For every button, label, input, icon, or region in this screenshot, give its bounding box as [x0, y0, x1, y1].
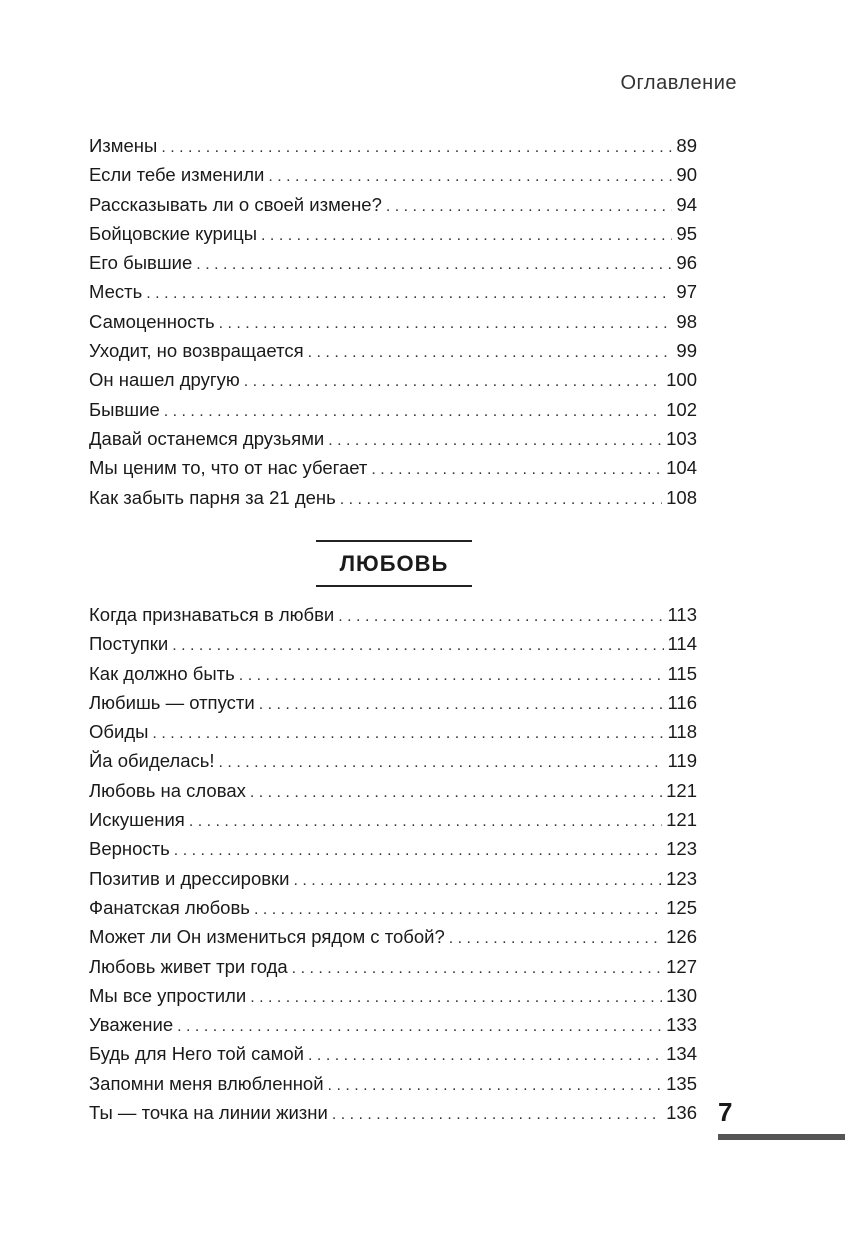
- toc-leader-dots: [386, 192, 673, 221]
- toc-entry-title: Любовь живет три года: [89, 955, 288, 977]
- toc-entry: [89, 277, 697, 306]
- toc-leader-dots: [152, 719, 663, 748]
- toc-entry-title: Может ли Он измениться рядом с тобой?: [89, 926, 445, 948]
- toc-entry: [89, 483, 697, 512]
- toc-entry: [89, 1069, 697, 1098]
- toc-entry-title: Будь для Него той самой: [89, 1043, 305, 1065]
- toc-entry-title: Он нашел другую: [89, 369, 240, 391]
- toc-entry-title: Как должно быть: [89, 662, 235, 684]
- toc-entry-title: Обиды: [89, 721, 149, 743]
- toc-entry: [89, 248, 697, 277]
- toc-entry-page: 94: [676, 193, 697, 215]
- toc-leader-dots: [308, 1041, 662, 1070]
- toc-leader-dots: [219, 748, 664, 777]
- toc-entry-page: 89: [676, 135, 697, 156]
- toc-entry-title: Самоценность: [89, 310, 215, 332]
- toc-entry-title: Месть: [89, 281, 143, 303]
- toc-entry-title: Поступки: [89, 633, 169, 655]
- toc-entry: [89, 131, 697, 160]
- toc-entry: [89, 776, 697, 805]
- toc-leader-dots: [250, 983, 662, 1012]
- toc-entry: [89, 453, 697, 482]
- toc-entry: [89, 717, 697, 746]
- toc-entry-title: Мы ценим то, что от нас убегает: [89, 457, 368, 479]
- toc-leader-dots: [172, 631, 663, 660]
- toc-section-2: [89, 600, 697, 1127]
- toc-entry: [89, 600, 697, 629]
- toc-entry-page: 118: [667, 721, 697, 743]
- toc-entry-page: 136: [666, 1102, 697, 1124]
- toc-leader-dots: [328, 426, 662, 455]
- toc-entry-page: 130: [666, 984, 697, 1006]
- toc-entry: [89, 190, 697, 219]
- toc-leader-dots: [268, 162, 672, 191]
- toc-leader-dots: [161, 133, 672, 162]
- toc-leader-dots: [261, 221, 672, 250]
- toc-entry-title: Уважение: [89, 1014, 174, 1036]
- toc-entry-title: Измены: [89, 135, 158, 156]
- toc-entry-page: 114: [667, 633, 697, 655]
- toc-entry-page: 134: [666, 1043, 697, 1065]
- toc-leader-dots: [293, 866, 662, 895]
- toc-entry: [89, 864, 697, 893]
- toc-entry-title: Ты — точка на линии жизни: [89, 1102, 328, 1124]
- toc-entry-page: 123: [666, 838, 697, 860]
- page-number: 7: [718, 1097, 733, 1127]
- toc-leader-dots: [177, 1012, 662, 1041]
- toc-entry-page: 95: [676, 222, 697, 244]
- toc-leader-dots: [292, 954, 662, 983]
- toc-entry: [89, 629, 697, 658]
- toc-entry-page: 103: [666, 427, 697, 449]
- toc-entry-title: Мы все упростили: [89, 984, 247, 1006]
- toc-leader-dots: [196, 250, 672, 279]
- toc-entry: [89, 1010, 697, 1039]
- toc-entry-title: Его бывшие: [89, 252, 193, 274]
- toc-entry: [89, 805, 697, 834]
- toc-entry: [89, 981, 697, 1010]
- toc-leader-dots: [164, 397, 662, 426]
- toc-leader-dots: [308, 338, 673, 367]
- page-number-rule: [718, 1134, 845, 1140]
- toc-section-1: [89, 131, 697, 512]
- toc-entry: [89, 395, 697, 424]
- toc-entry-page: 127: [666, 955, 697, 977]
- toc-leader-dots: [239, 661, 664, 690]
- toc-entry-page: 125: [666, 896, 697, 918]
- toc-entry: [89, 307, 697, 336]
- toc-entry-page: 121: [666, 779, 697, 801]
- toc-entry-title: Уходит, но возвращается: [89, 340, 304, 362]
- toc-entry: [89, 922, 697, 951]
- toc-leader-dots: [332, 1100, 662, 1129]
- toc-entry-page: 99: [676, 340, 697, 362]
- toc-entry: [89, 893, 697, 922]
- toc-entry-title: Йа обиделась!: [89, 750, 215, 772]
- toc-entry-title: Давай останемся друзьями: [89, 427, 325, 449]
- toc-leader-dots: [259, 690, 664, 719]
- toc-entry-page: 97: [676, 281, 697, 303]
- toc-leader-dots: [449, 924, 662, 953]
- toc-entry: [89, 952, 697, 981]
- toc-entry: [89, 1098, 697, 1127]
- toc-entry-page: 100: [666, 369, 697, 391]
- toc-entry-page: 115: [667, 662, 697, 684]
- toc-entry-title: Верность: [89, 838, 170, 860]
- toc-entry-page: 96: [676, 252, 697, 274]
- toc-entry: [89, 365, 697, 394]
- toc-entry-page: 126: [666, 926, 697, 948]
- toc-leader-dots: [189, 807, 662, 836]
- toc-entry-title: Бойцовские курицы: [89, 222, 258, 244]
- toc-entry-title: Любовь на словах: [89, 779, 246, 801]
- toc-leader-dots: [328, 1071, 663, 1100]
- toc-entry: [89, 336, 697, 365]
- toc-entry: [89, 160, 697, 189]
- toc-entry-title: Рассказывать ли о своей измене?: [89, 193, 382, 215]
- toc-entry-page: 116: [667, 691, 697, 713]
- toc-entry-page: 135: [666, 1072, 697, 1094]
- toc-entry-page: 123: [666, 867, 697, 889]
- toc-entry-page: 102: [666, 398, 697, 420]
- toc-entry-title: Любишь — отпусти: [89, 691, 255, 713]
- toc-leader-dots: [250, 778, 662, 807]
- toc-entry: [89, 219, 697, 248]
- toc-entry-page: 121: [666, 809, 697, 831]
- toc-entry: [89, 424, 697, 453]
- toc-entry-title: Фанатская любовь: [89, 896, 250, 918]
- toc-entry-page: 113: [667, 604, 697, 625]
- toc-entry-title: Позитив и дрессировки: [89, 867, 290, 889]
- toc-leader-dots: [146, 279, 672, 308]
- toc-entry-page: 108: [666, 486, 697, 508]
- toc-entry-page: 90: [676, 164, 697, 186]
- toc-entry-page: 133: [666, 1014, 697, 1036]
- toc-entry: [89, 746, 697, 775]
- toc-entry-title: Искушения: [89, 809, 185, 831]
- toc-entry: [89, 834, 697, 863]
- toc-leader-dots: [244, 367, 662, 396]
- toc-entry-page: 98: [676, 310, 697, 332]
- toc-entry: [89, 659, 697, 688]
- toc-leader-dots: [340, 485, 662, 514]
- toc-leader-dots: [254, 895, 662, 924]
- toc-leader-dots: [219, 309, 673, 338]
- toc-entry-title: Запомни меня влюбленной: [89, 1072, 324, 1094]
- toc-entry-title: Если тебе изменили: [89, 164, 265, 186]
- toc-leader-dots: [174, 836, 662, 865]
- toc-entry-title: Как забыть парня за 21 день: [89, 486, 336, 508]
- section-heading: ЛЮБОВЬ: [316, 540, 472, 587]
- toc-entry: [89, 688, 697, 717]
- toc-leader-dots: [371, 455, 662, 484]
- toc-entry: [89, 1039, 697, 1068]
- toc-entry-title: Бывшие: [89, 398, 160, 420]
- toc-leader-dots: [338, 602, 663, 631]
- running-head: Оглавление: [620, 72, 737, 94]
- toc-entry-page: 119: [667, 750, 697, 772]
- toc-entry-title: Когда признаваться в любви: [89, 604, 335, 625]
- toc-entry-page: 104: [666, 457, 697, 479]
